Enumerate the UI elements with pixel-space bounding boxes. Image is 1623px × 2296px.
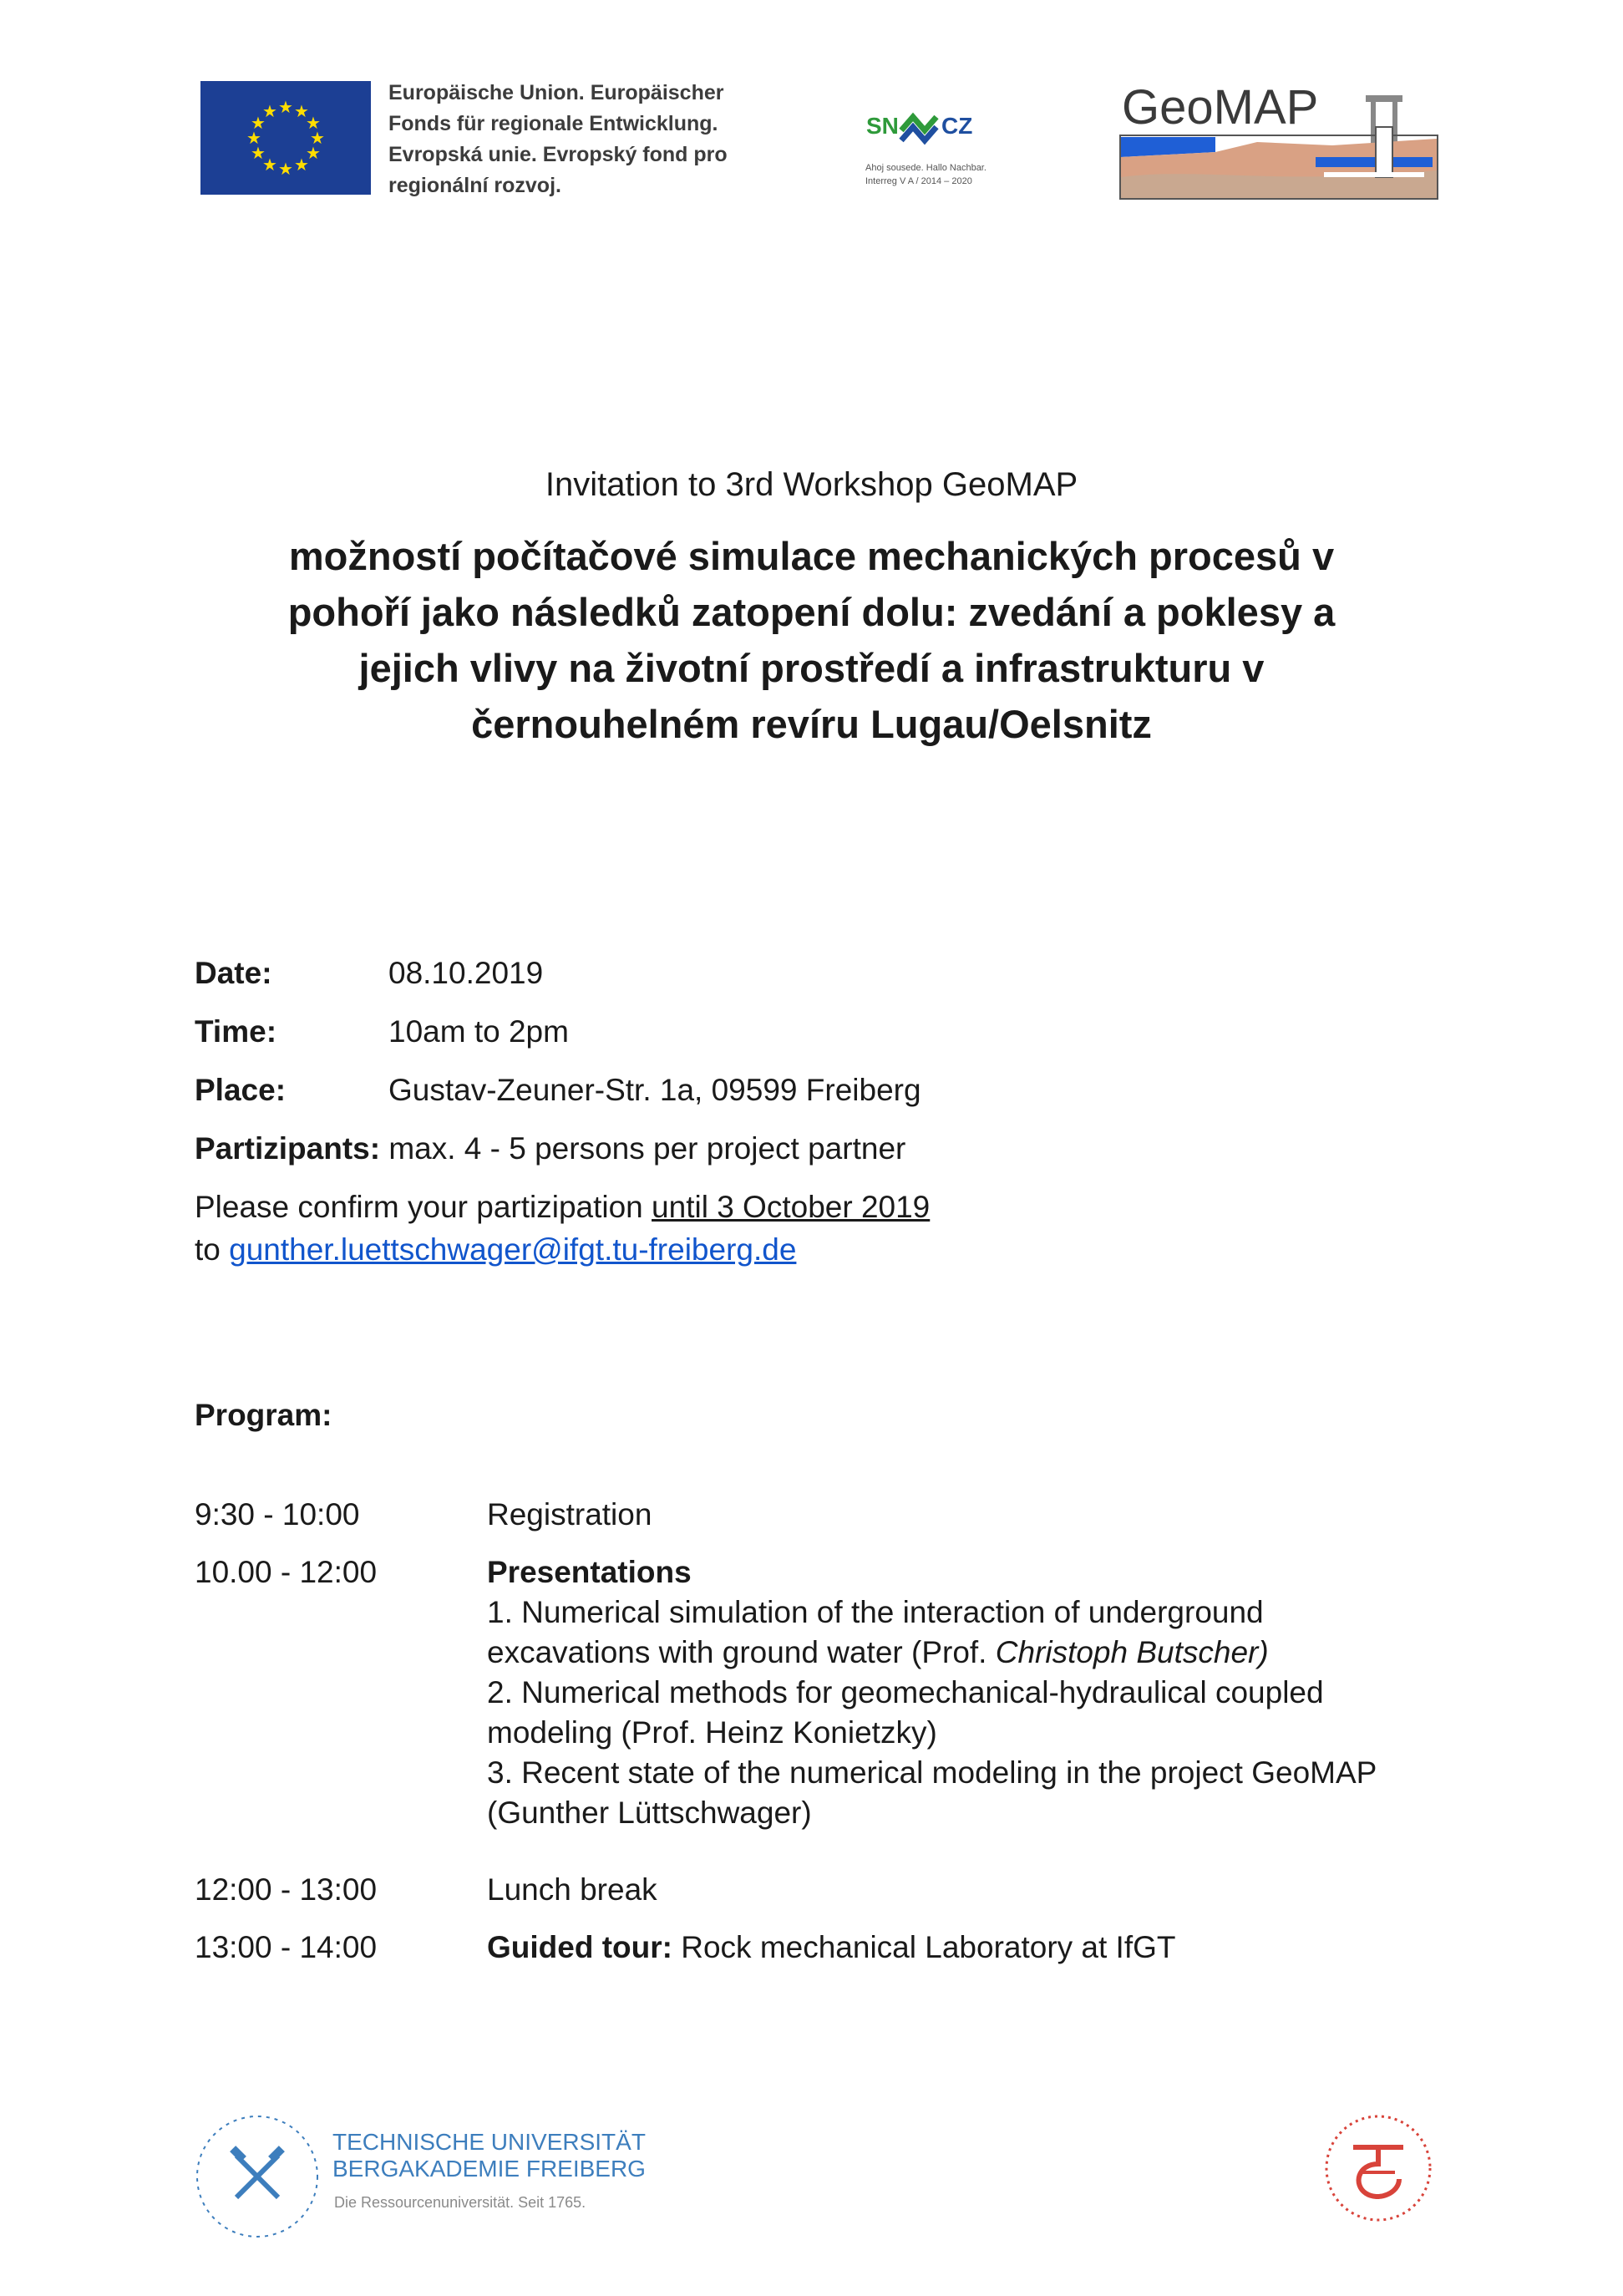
date-row: [195, 955, 544, 992]
confirm-row: [195, 1189, 930, 1226]
sn-text: SN: [866, 113, 899, 139]
program-item: Registration: [487, 1497, 652, 1532]
confirm-text: Please confirm your partizipation: [195, 1190, 652, 1224]
participants-value: max. 4 - 5 persons per project partner: [388, 1131, 906, 1166]
presentations-list: [487, 1552, 1623, 1833]
svg-text:★: ★: [262, 101, 277, 121]
program-item: Lunch break: [487, 1872, 657, 1907]
svg-text:★: ★: [294, 155, 309, 175]
presentation-2-line2: modeling (Prof. Heinz Konietzky): [487, 1715, 937, 1750]
tu-bergakademie-seal: [190, 2110, 324, 2243]
to-text: to: [195, 1232, 230, 1267]
contact-email-link[interactable]: gunther.luettschwager@ifgt.tu-freiberg.de: [229, 1232, 797, 1267]
program-heading: Program:: [195, 1398, 332, 1432]
svg-text:★: ★: [278, 159, 293, 179]
cz-text: CZ: [941, 113, 973, 139]
eu-funding-text: Europäische Union. Europäischer Fonds für regionale Entwicklung. Evropská unie. Evropský fond pro regionální rozvoj.: [388, 81, 728, 197]
program-time: 13:00 - 14:00: [195, 1930, 378, 1964]
tu-tagline: Die Ressourcenuniversität. Seit 1765.: [334, 2194, 586, 2211]
chair-rock-mechanics-seal: [1316, 2106, 1441, 2231]
geomap-wordmark: GeoMAP: [1122, 80, 1319, 135]
date-label: Date:: [195, 956, 272, 990]
zigzag-icon: [901, 117, 936, 130]
presentation-3-line1: 3. Recent state of the numerical modeling in the project GeoMAP: [487, 1755, 1377, 1790]
place-value: Gustav-Zeuner-Str. 1a, 09599 Freiberg: [388, 1073, 921, 1107]
presentation-3-line2: (Gunther Lüttschwager): [487, 1796, 812, 1830]
svg-text:★: ★: [251, 143, 266, 163]
time-value: 10am to 2pm: [388, 1014, 569, 1049]
svg-text:★: ★: [278, 97, 293, 117]
svg-text:★: ★: [294, 101, 309, 121]
workshop-title: možností počítačové simulace mechanických procesů v pohoří jako následků zatopení dolu: zvedání a poklesy a jejich vlivy na životní prostředí a infrastrukturu v černouhelném revíru Lugau/Oelsnitz: [287, 534, 1336, 746]
sn-cz-tagline: Ahoj sousede. Hallo Nachbar. Interreg V A / 2014 – 2020: [865, 163, 986, 186]
presentation-2-line1: 2. Numerical methods for geomechanical-hydraulical coupled: [487, 1675, 1324, 1709]
program-time: 12:00 - 13:00: [195, 1872, 378, 1907]
participants-row: [195, 1130, 905, 1167]
speaker-butscher: Christoph Butscher): [995, 1635, 1269, 1669]
program-item: Guided tour: Rock mechanical Laboratory at IfGT: [487, 1930, 1176, 1964]
svg-text:★: ★: [262, 155, 277, 175]
place-label: Place:: [195, 1073, 287, 1107]
confirm-deadline: until 3 October 2019: [652, 1190, 931, 1224]
tu-name: TECHNISCHE UNIVERSITÄT BERGAKADEMIE FREIBERG: [332, 2129, 646, 2182]
email-row: [195, 1232, 796, 1268]
svg-text:★: ★: [306, 113, 321, 133]
svg-text:★: ★: [246, 128, 261, 148]
geomap-logo: [1115, 77, 1441, 202]
presentations-heading: Presentations: [487, 1555, 692, 1589]
svg-text:★: ★: [306, 143, 321, 163]
place-row: [195, 1072, 921, 1109]
presentation-1-line2: excavations with ground water (Prof. Christoph Butscher): [487, 1635, 1269, 1669]
date-value: 08.10.2019: [388, 956, 544, 990]
svg-text:★: ★: [310, 128, 325, 148]
program-time: 10.00 - 12:00: [195, 1555, 378, 1589]
participants-label: Partizipants:: [195, 1131, 381, 1166]
eu-stars-icon: [200, 81, 371, 195]
time-label: Time:: [195, 1014, 277, 1049]
program-time: 9:30 - 10:00: [195, 1497, 360, 1532]
time-row: [195, 1013, 569, 1050]
eu-flag-logo: [200, 81, 371, 195]
svg-text:★: ★: [251, 113, 266, 133]
presentation-1-line1: 1. Numerical simulation of the interaction of underground: [487, 1595, 1264, 1629]
invitation-subtitle: Invitation to 3rd Workshop GeoMAP: [545, 466, 1078, 503]
